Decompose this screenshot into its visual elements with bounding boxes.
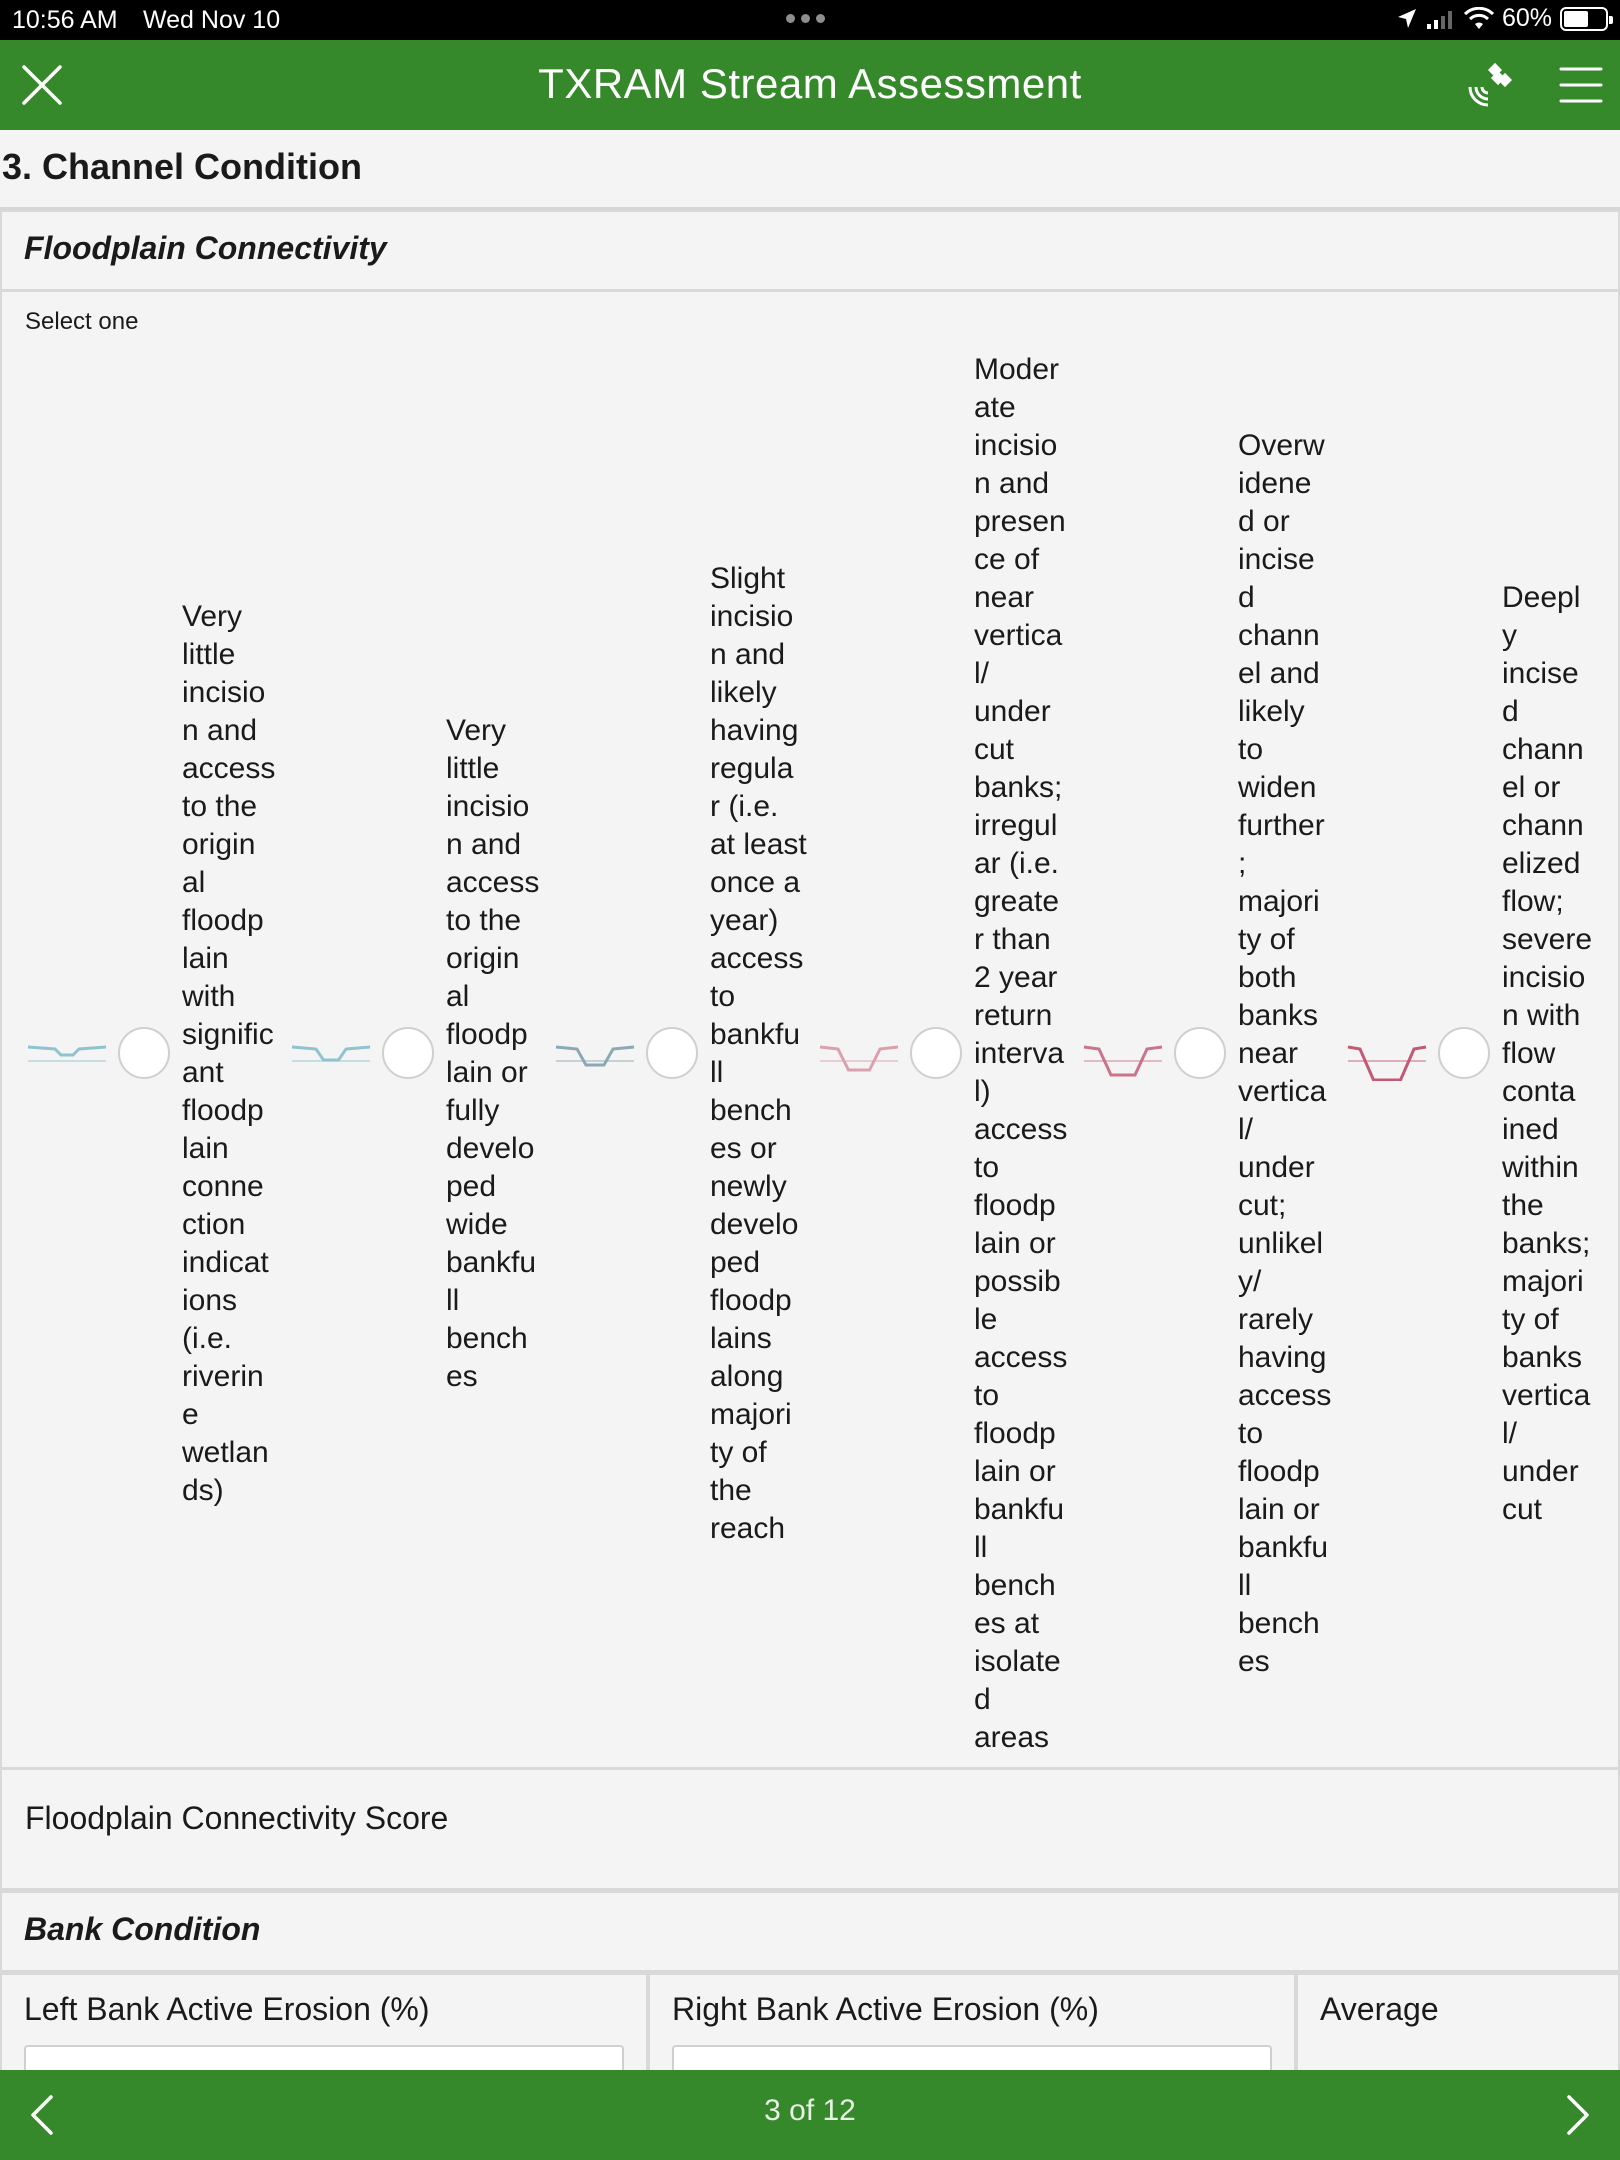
- channel-cross-section-icon: [818, 1025, 900, 1081]
- option-list: [2, 292, 1620, 1770]
- gps-button[interactable]: [1448, 40, 1532, 130]
- option-radio[interactable]: [382, 1027, 434, 1079]
- floodplain-score-label: Floodplain Connectivity Score: [25, 1800, 449, 1836]
- option-label: Moder ate incisio n and presen ce of near vertica l/ under cut banks; irregul ar (i.e. greate r than 2 year return interva l) access to floodp lain or possib le access to floodp lain or bankfu ll bench es at isolate d areas: [974, 353, 1068, 1754]
- floodplain-group-header: Floodplain Connectivity: [0, 210, 1620, 292]
- option-label: Very little incisio n and access to the origin al floodp lain with signific ant floodp lain conne ction indicat ions (i.e. riverin e wetlan ds): [182, 600, 276, 1507]
- channel-cross-section-icon: [1082, 1025, 1164, 1081]
- left-bank-input[interactable]: [24, 2045, 624, 2070]
- app-title: TXRAM Stream Assessment: [538, 60, 1082, 107]
- cellular-signal-icon: [1426, 8, 1456, 30]
- option-radio[interactable]: [1174, 1027, 1226, 1079]
- channel-cross-section-icon: [290, 1025, 372, 1081]
- hamburger-menu-icon: [1559, 65, 1603, 105]
- floodplain-option-3[interactable]: [554, 292, 818, 1770]
- option-radio[interactable]: [1438, 1027, 1490, 1079]
- option-label: Slight incisio n and likely having regula r (i.e. at least once a year) access to bankfu ll bench es or newly develo ped floodp lains along majori ty of the reach: [710, 562, 807, 1545]
- bank-group-header: Bank Condition: [0, 1891, 1620, 1973]
- chevron-right-icon: [1563, 2093, 1593, 2137]
- wifi-icon: [1464, 7, 1494, 31]
- next-page-button[interactable]: [1536, 2070, 1620, 2160]
- select-hint: Select one: [25, 308, 139, 335]
- section-title: 3. Channel Condition: [0, 130, 1620, 210]
- status-bar: [0, 0, 1620, 40]
- app-header: [0, 40, 1620, 130]
- location-arrow-icon: [1396, 7, 1418, 31]
- battery-icon: [1560, 7, 1608, 31]
- channel-cross-section-icon: [26, 1025, 108, 1081]
- floodplain-connectivity-question: [0, 292, 1620, 1770]
- bank-erosion-row: [0, 1973, 1620, 2070]
- status-time: 10:56 AM: [12, 6, 118, 34]
- floodplain-score-field[interactable]: [0, 1770, 1620, 1891]
- page-indicator: 3 of 12: [764, 2094, 856, 2127]
- gps-satellite-icon: [1462, 57, 1518, 113]
- option-label: Overw idene d or incise d chann el and likely to widen further ; majori ty of both banks near vertica l/ under cut; unlikel y/ rarely having access to floodp lain or bankfu ll bench es: [1238, 429, 1332, 1678]
- channel-cross-section-icon: [554, 1025, 636, 1081]
- left-bank-label: Left Bank Active Erosion (%): [24, 1991, 430, 2027]
- option-label: Deepl y incise d chann el or chann elized flow; severe incisio n with flow conta ined within the banks; majori ty of banks vertica l/ under cut: [1502, 581, 1593, 1526]
- right-bank-field: [648, 1973, 1296, 2070]
- average-field: [1296, 1973, 1620, 2070]
- status-indicators: [1396, 4, 1608, 33]
- battery-percentage: 60%: [1501, 4, 1552, 32]
- menu-button[interactable]: [1546, 40, 1616, 130]
- multitasking-dots-icon[interactable]: [786, 14, 825, 23]
- floodplain-option-6[interactable]: [1346, 292, 1610, 1770]
- status-date: Wed Nov 10: [143, 6, 281, 34]
- floodplain-option-5[interactable]: [1082, 292, 1346, 1770]
- floodplain-option-4[interactable]: [818, 292, 1082, 1770]
- floodplain-option-1[interactable]: [26, 292, 290, 1770]
- right-bank-input[interactable]: [672, 2045, 1272, 2070]
- average-label: Average: [1320, 1991, 1439, 2027]
- option-radio[interactable]: [118, 1027, 170, 1079]
- floodplain-option-2[interactable]: [290, 292, 554, 1770]
- option-label: Very little incisio n and access to the origin al floodp lain or fully develo ped wide bankfu ll bench es: [446, 714, 540, 1393]
- left-bank-field: [0, 1973, 648, 2070]
- app-footer: [0, 2070, 1620, 2160]
- form-content[interactable]: [0, 130, 1620, 2070]
- channel-cross-section-icon: [1346, 1025, 1428, 1081]
- option-radio[interactable]: [910, 1027, 962, 1079]
- option-radio[interactable]: [646, 1027, 698, 1079]
- right-bank-label: Right Bank Active Erosion (%): [672, 1991, 1099, 2027]
